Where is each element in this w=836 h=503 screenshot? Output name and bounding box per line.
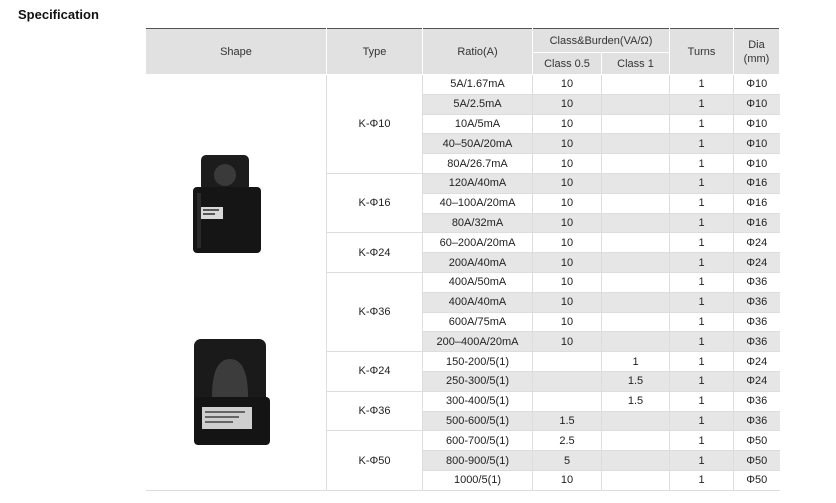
dia-cell: Φ10 xyxy=(734,94,780,114)
class-1-cell xyxy=(602,94,670,114)
large-current-transformer-image xyxy=(192,337,272,447)
specification-table-body xyxy=(146,75,780,491)
class-1-cell xyxy=(602,173,670,193)
class-05-cell: 10 xyxy=(533,332,602,352)
class-05-cell: 10 xyxy=(533,470,602,490)
dia-cell: Φ36 xyxy=(734,332,780,352)
turns-cell: 1 xyxy=(670,292,734,312)
class-1-cell xyxy=(602,332,670,352)
ratio-cell: 5A/2.5mA xyxy=(423,94,533,114)
ratio-cell: 400A/40mA xyxy=(423,292,533,312)
ratio-cell: 80A/32mA xyxy=(423,213,533,233)
class-1-cell: 1.5 xyxy=(602,391,670,411)
small-current-transformer-image xyxy=(191,153,263,257)
dia-cell: Φ10 xyxy=(734,75,780,95)
class-05-cell: 10 xyxy=(533,292,602,312)
dia-cell: Φ50 xyxy=(734,431,780,451)
class-1-cell xyxy=(602,470,670,490)
dia-cell: Φ16 xyxy=(734,193,780,213)
ratio-cell: 600A/75mA xyxy=(423,312,533,332)
turns-cell: 1 xyxy=(670,352,734,372)
ratio-cell: 40–50A/20mA xyxy=(423,134,533,154)
ratio-cell: 500-600/5(1) xyxy=(423,411,533,431)
turns-cell: 1 xyxy=(670,431,734,451)
turns-cell: 1 xyxy=(670,114,734,134)
ratio-cell: 800-900/5(1) xyxy=(423,451,533,471)
class-05-cell: 10 xyxy=(533,312,602,332)
header-type: Type xyxy=(327,29,423,75)
dia-cell: Φ36 xyxy=(734,411,780,431)
turns-cell: 1 xyxy=(670,253,734,273)
ratio-cell: 60–200A/20mA xyxy=(423,233,533,253)
turns-cell: 1 xyxy=(670,470,734,490)
ratio-cell: 5A/1.67mA xyxy=(423,75,533,95)
header-ratio: Ratio(A) xyxy=(423,29,533,75)
class-05-cell: 10 xyxy=(533,213,602,233)
turns-cell: 1 xyxy=(670,75,734,95)
class-1-cell xyxy=(602,292,670,312)
header-shape: Shape xyxy=(146,29,327,75)
dia-cell: Φ24 xyxy=(734,253,780,273)
dia-cell: Φ36 xyxy=(734,272,780,292)
ratio-cell: 200–400A/20mA xyxy=(423,332,533,352)
class-1-cell xyxy=(602,154,670,174)
dia-cell: Φ16 xyxy=(734,173,780,193)
turns-cell: 1 xyxy=(670,173,734,193)
class-05-cell xyxy=(533,352,602,372)
class-1-cell xyxy=(602,312,670,332)
class-05-cell: 10 xyxy=(533,233,602,253)
class-05-cell: 10 xyxy=(533,114,602,134)
ratio-cell: 10A/5mA xyxy=(423,114,533,134)
class-05-cell: 2.5 xyxy=(533,431,602,451)
turns-cell: 1 xyxy=(670,233,734,253)
class-1-cell xyxy=(602,114,670,134)
class-05-cell: 10 xyxy=(533,94,602,114)
class-1-cell xyxy=(602,75,670,95)
ratio-cell: 600-700/5(1) xyxy=(423,431,533,451)
turns-cell: 1 xyxy=(670,391,734,411)
class-1-cell xyxy=(602,431,670,451)
specification-table xyxy=(145,28,780,491)
type-cell: K-Φ16 xyxy=(327,173,423,232)
ratio-cell: 150-200/5(1) xyxy=(423,352,533,372)
class-1-cell xyxy=(602,272,670,292)
ratio-cell: 80A/26.7mA xyxy=(423,154,533,174)
dia-cell: Φ16 xyxy=(734,213,780,233)
class-1-cell xyxy=(602,451,670,471)
ratio-cell: 400A/50mA xyxy=(423,272,533,292)
turns-cell: 1 xyxy=(670,411,734,431)
shape-image-cell xyxy=(146,75,327,491)
header-class-1: Class 1 xyxy=(602,53,670,75)
type-cell: K-Φ36 xyxy=(327,391,423,431)
class-05-cell: 5 xyxy=(533,451,602,471)
header-turns: Turns xyxy=(670,29,734,75)
class-05-cell: 10 xyxy=(533,193,602,213)
ratio-cell: 250-300/5(1) xyxy=(423,371,533,391)
type-cell: K-Φ50 xyxy=(327,431,423,490)
class-05-cell xyxy=(533,391,602,411)
dia-cell: Φ50 xyxy=(734,470,780,490)
turns-cell: 1 xyxy=(670,451,734,471)
class-1-cell: 1 xyxy=(602,352,670,372)
type-cell: K-Φ10 xyxy=(327,75,423,174)
dia-cell: Φ24 xyxy=(734,233,780,253)
class-1-cell xyxy=(602,253,670,273)
header-dia: Dia (mm) xyxy=(734,29,780,75)
class-05-cell: 10 xyxy=(533,154,602,174)
dia-cell: Φ10 xyxy=(734,134,780,154)
dia-cell: Φ36 xyxy=(734,391,780,411)
type-cell: K-Φ24 xyxy=(327,233,423,273)
dia-cell: Φ24 xyxy=(734,371,780,391)
class-1-cell: 1.5 xyxy=(602,371,670,391)
class-05-cell: 10 xyxy=(533,75,602,95)
dia-cell: Φ24 xyxy=(734,352,780,372)
turns-cell: 1 xyxy=(670,94,734,114)
type-cell: K-Φ36 xyxy=(327,272,423,351)
ratio-cell: 40–100A/20mA xyxy=(423,193,533,213)
turns-cell: 1 xyxy=(670,312,734,332)
dia-cell: Φ10 xyxy=(734,154,780,174)
turns-cell: 1 xyxy=(670,213,734,233)
page-heading: Specification xyxy=(18,7,99,22)
class-1-cell xyxy=(602,134,670,154)
class-05-cell: 10 xyxy=(533,173,602,193)
class-1-cell xyxy=(602,411,670,431)
class-05-cell: 10 xyxy=(533,253,602,273)
class-05-cell xyxy=(533,371,602,391)
dia-cell: Φ50 xyxy=(734,451,780,471)
class-1-cell xyxy=(602,193,670,213)
dia-cell: Φ36 xyxy=(734,312,780,332)
dia-cell: Φ36 xyxy=(734,292,780,312)
turns-cell: 1 xyxy=(670,134,734,154)
turns-cell: 1 xyxy=(670,272,734,292)
class-05-cell: 10 xyxy=(533,272,602,292)
table-row xyxy=(146,75,780,95)
turns-cell: 1 xyxy=(670,371,734,391)
type-cell: K-Φ24 xyxy=(327,352,423,392)
ratio-cell: 120A/40mA xyxy=(423,173,533,193)
class-1-cell xyxy=(602,213,670,233)
ratio-cell: 300-400/5(1) xyxy=(423,391,533,411)
class-05-cell: 1.5 xyxy=(533,411,602,431)
header-class-05: Class 0.5 xyxy=(533,53,602,75)
class-1-cell xyxy=(602,233,670,253)
ratio-cell: 200A/40mA xyxy=(423,253,533,273)
header-class-burden: Class&Burden(VA/Ω) xyxy=(533,29,670,53)
turns-cell: 1 xyxy=(670,154,734,174)
turns-cell: 1 xyxy=(670,193,734,213)
dia-cell: Φ10 xyxy=(734,114,780,134)
class-05-cell: 10 xyxy=(533,134,602,154)
turns-cell: 1 xyxy=(670,332,734,352)
ratio-cell: 1000/5(1) xyxy=(423,470,533,490)
